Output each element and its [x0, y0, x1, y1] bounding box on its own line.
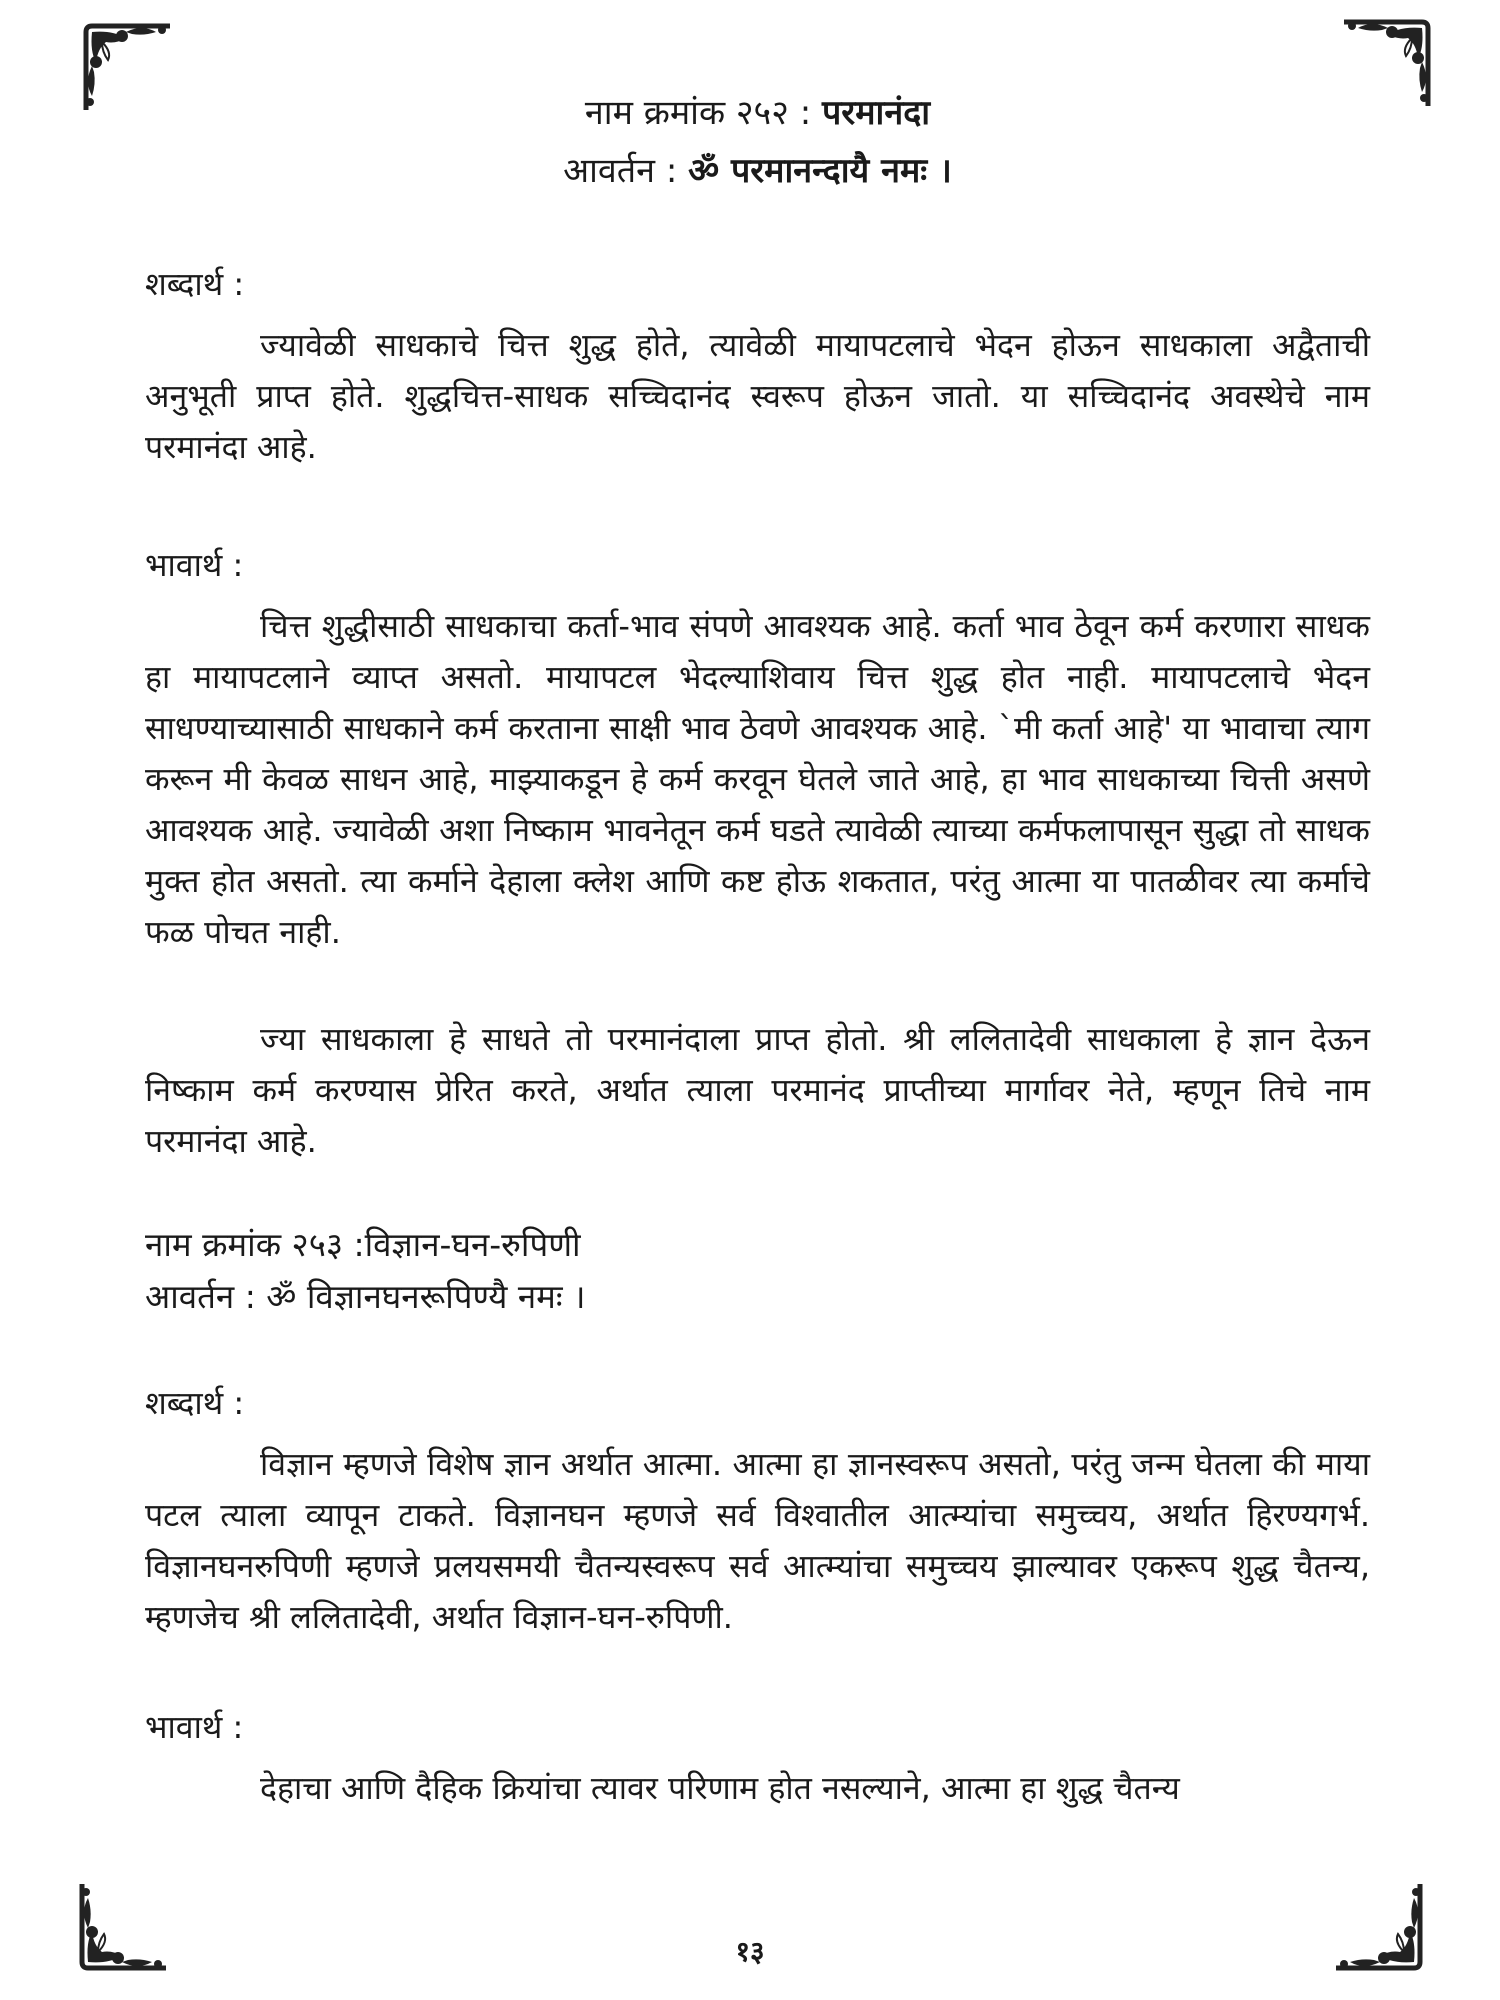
entry-252-title	[145, 84, 1370, 142]
entry-252-chant-text: ॐ परमानन्दायै नमः ।	[688, 151, 952, 191]
page-number: १३	[735, 1935, 765, 1968]
entry-252-header	[145, 84, 1370, 200]
bhavarth-label: भावार्थ :	[145, 546, 244, 584]
paragraph-essence-252-continued: ज्या साधकाला हे साधते तो परमानंदाला प्राप्त होतो. श्री ललितादेवी साधकाला हे ज्ञान देऊन निष्काम कर्म करण्यास प्रेरित करते, अर्थात त्याला परमानंद प्राप्तीच्या मार्गावर नेते, म्हणून तिचे नाम परमानंदा आहे.	[145, 1020, 1370, 1160]
entry-253-header	[145, 1219, 1370, 1323]
shabdarth-label: शब्दार्थ :	[145, 1384, 245, 1422]
entry-252-chant-prefix: आवर्तन :	[563, 151, 678, 191]
bhavarth-label: भावार्थ :	[145, 1708, 244, 1746]
paragraph-meaning-253: विज्ञान म्हणजे विशेष ज्ञान अर्थात आत्मा. आत्मा हा ज्ञानस्वरूप असतो, परंतु जन्म घेतला की माया पटल त्याला व्यापून टाकते. विज्ञानघन म्हणजे सर्व विश्वातील आत्म्यांचा समुच्चय, अर्थात हिरण्यगर्भ. विज्ञानघनरुपिणी म्हणजे प्रलयसमयी चैतन्यस्वरूप सर्व आत्म्यांचा समुच्चय झाल्यावर एकरूप शुद्ध चैतन्य, म्हणजेच श्री ललितादेवी, अर्थात विज्ञान-घन-रुपिणी.	[145, 1445, 1370, 1636]
entry-252-chant	[145, 142, 1370, 200]
page-content	[145, 84, 1370, 1814]
entry-252-title-prefix: नाम क्रमांक २५२ :	[584, 93, 812, 133]
paragraph-essence-253: देहाचा आणि दैहिक क्रियांचा त्यावर परिणाम होत नसल्याने, आत्मा हा शुद्ध चैतन्य	[260, 1769, 1180, 1807]
shabdarth-label: शब्दार्थ :	[145, 265, 245, 303]
entry-253-chant: आवर्तन : ॐ विज्ञानघनरूपिण्यै नमः ।	[145, 1277, 586, 1316]
paragraph-meaning-252: ज्यावेळी साधकाचे चित्त शुद्ध होते, त्यावेळी मायापटलाचे भेदन होऊन साधकाला अद्वैताची अनुभूती प्राप्त होते. शुद्धचित्त-साधक सच्चिदानंद स्वरूप होऊन जातो. या सच्चिदानंद अवस्थेचे नाम परमानंदा आहे.	[145, 326, 1370, 466]
paragraph-essence-252: चित्त शुद्धीसाठी साधकाचा कर्ता-भाव संपणे आवश्यक आहे. कर्ता भाव ठेवून कर्म करणारा साधक हा मायापटलाने व्याप्त असतो. मायापटल भेदल्याशिवाय चित्त शुद्ध होत नाही. मायापटलाचे भेदन साधण्याच्यासाठी साधकाने कर्म करताना साक्षी भाव ठेवणे आवश्यक आहे. `मी कर्ता आहे' या भावाचा त्याग करून मी केवळ साधन आहे, माझ्याकडून हे कर्म करवून घेतले जाते आहे, हा भाव साधकाच्या चित्ती असणे आवश्यक आहे. ज्यावेळी अशा निष्काम भावनेतून कर्म घडते त्यावेळी त्याच्या कर्मफलापासून सुद्धा तो साधक मुक्त होत असतो. त्या कर्माने देहाला क्लेश आणि कष्ट होऊ शकतात, परंतु आत्मा या पातळीवर त्या कर्माचे फळ पोचत नाही.	[145, 607, 1370, 951]
entry-253-title: नाम क्रमांक २५३ :विज्ञान-घन-रुपिणी	[145, 1225, 581, 1264]
entry-252-title-name: परमानंदा	[822, 93, 931, 133]
